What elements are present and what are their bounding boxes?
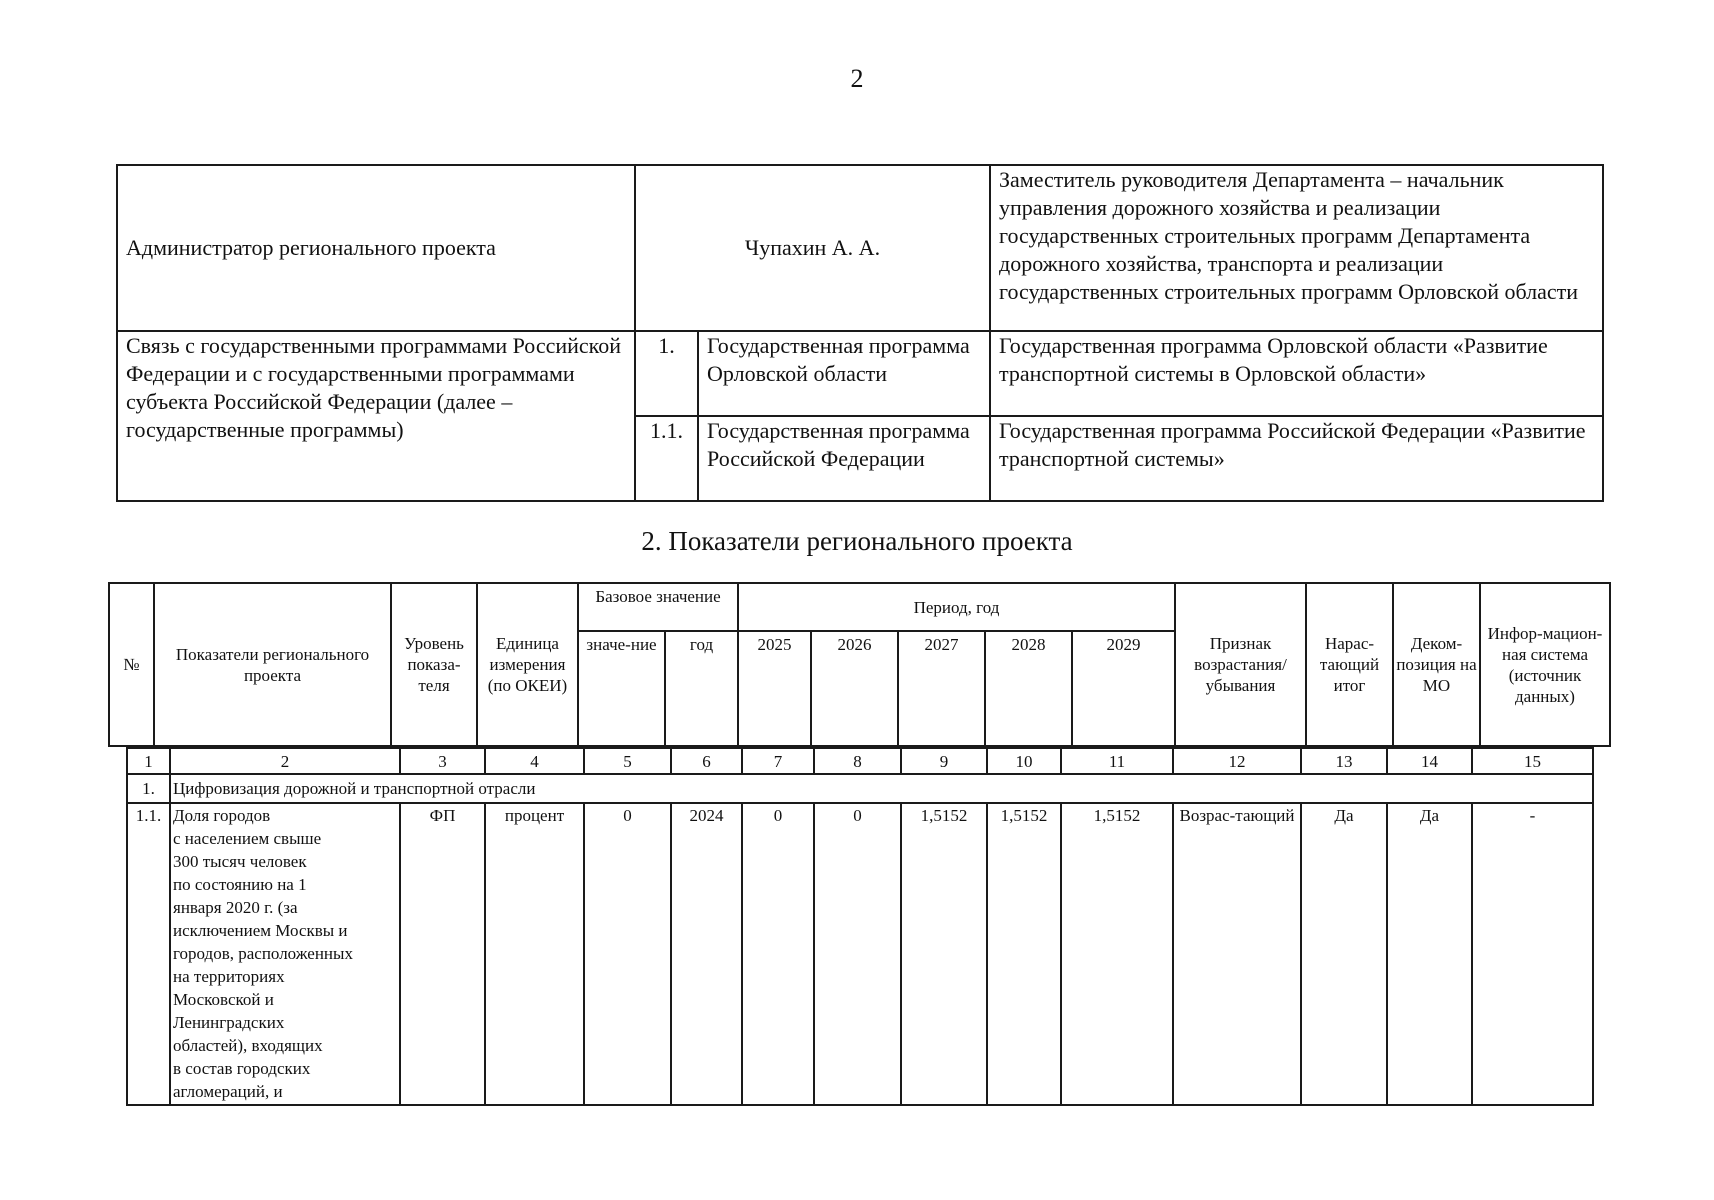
header-indicator: Показатели регионального проекта (154, 583, 391, 746)
link-label: Связь с государственными программами Российской Федерации и с государственными программами субъекта Российской Федерации (далее – государственные программы) (117, 331, 635, 501)
project-info-table (116, 164, 1604, 502)
header-trend: Признак возрастания/ убывания (1175, 583, 1306, 746)
column-number: 12 (1173, 748, 1301, 774)
indicator-level: ФП (400, 803, 485, 1105)
header-info-system: Инфор-мацион-ная система (источник данных) (1480, 583, 1610, 746)
indicator-value: 0 (742, 803, 814, 1105)
indicator-trend: Возрас-тающий (1173, 803, 1301, 1105)
header-year: 2025 (738, 631, 811, 746)
header-year: 2026 (811, 631, 898, 746)
column-number: 9 (901, 748, 987, 774)
header-base-value: значе-ние (578, 631, 665, 746)
indicator-unit: процент (485, 803, 584, 1105)
section-title-cell: Цифровизация дорожной и транспортной отрасли (170, 774, 1593, 803)
admin-position: Заместитель руководителя Департамента – начальник управления дорожного хозяйства и реализации государственных строительных программ Департамента дорожного хозяйства, транспорта и реализации государственных строительных программ Орловской области (990, 165, 1603, 331)
header-unit: Единица измерения (по ОКЕИ) (477, 583, 578, 746)
column-number: 3 (400, 748, 485, 774)
column-number: 15 (1472, 748, 1593, 774)
program-num: 1.1. (635, 416, 698, 501)
indicators-table (126, 747, 1594, 1106)
header-year: 2027 (898, 631, 985, 746)
indicator-value: 1,5152 (1061, 803, 1173, 1105)
program-type: Государственная программа Орловской области (698, 331, 990, 416)
program-name: Государственная программа Российской Федерации «Развитие транспортной системы» (990, 416, 1603, 501)
indicators-header-table (108, 582, 1611, 747)
admin-name: Чупахин А. А. (635, 165, 990, 331)
column-number: 7 (742, 748, 814, 774)
program-name: Государственная программа Орловской области «Развитие транспортной системы в Орловской области» (990, 331, 1603, 416)
column-numbers-row (127, 748, 1593, 774)
indicator-value: 1,5152 (987, 803, 1061, 1105)
indicator-value: 0 (814, 803, 901, 1105)
header-base: Базовое значение (578, 583, 738, 631)
admin-label: Администратор регионального проекта (117, 165, 635, 331)
indicator-info-system: - (1472, 803, 1593, 1105)
indicator-cumulative: Да (1301, 803, 1387, 1105)
header-decomposition: Деком-позиция на МО (1393, 583, 1480, 746)
header-period: Период, год (738, 583, 1175, 631)
section-row (127, 774, 1593, 803)
page-number: 2 (850, 64, 864, 93)
column-number: 1 (127, 748, 170, 774)
column-number: 8 (814, 748, 901, 774)
admin-row (117, 165, 1603, 331)
indicator-name: Доля городов с населением свыше 300 тысяч человек по состоянию на 1 января 2020 г. (за исключением Москвы и городов, расположенных на территориях Московской и Ленинградских областей), входящих в состав городских агломераций, и (170, 803, 400, 1105)
indicator-value: 1,5152 (901, 803, 987, 1105)
program-type: Государственная программа Российской Федерации (698, 416, 990, 501)
indicator-base-year: 2024 (671, 803, 742, 1105)
program-num: 1. (635, 331, 698, 416)
indicator-decomposition: Да (1387, 803, 1472, 1105)
column-number: 4 (485, 748, 584, 774)
header-year: 2029 (1072, 631, 1175, 746)
column-number: 6 (671, 748, 742, 774)
section-num: 1. (127, 774, 170, 803)
indicator-row (127, 803, 1593, 1105)
header-base-year: год (665, 631, 738, 746)
indicator-base-value: 0 (584, 803, 671, 1105)
column-number: 14 (1387, 748, 1472, 774)
section-title: 2. Показатели регионального проекта (641, 526, 1073, 556)
column-number: 11 (1061, 748, 1173, 774)
header-year: 2028 (985, 631, 1072, 746)
header-num: № (109, 583, 154, 746)
indicator-num: 1.1. (127, 803, 170, 1105)
header-cumulative: Нарас-тающий итог (1306, 583, 1393, 746)
column-number: 10 (987, 748, 1061, 774)
column-number: 13 (1301, 748, 1387, 774)
header-level: Уровень показа-теля (391, 583, 477, 746)
column-number: 2 (170, 748, 400, 774)
program-row (117, 331, 1603, 416)
column-number: 5 (584, 748, 671, 774)
